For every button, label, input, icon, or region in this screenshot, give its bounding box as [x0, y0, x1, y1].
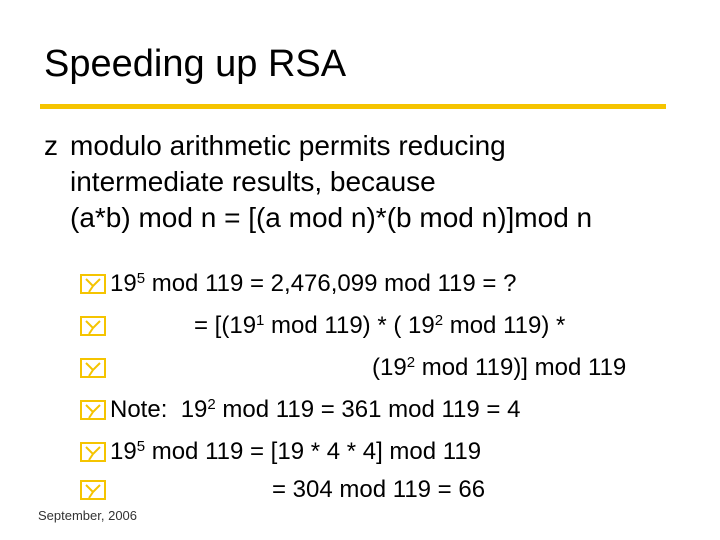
- sub-bullet-text: $19^5$ mod 119 = [19 * 4 * 4] mod 119: [110, 438, 482, 465]
- title-divider: [40, 104, 666, 109]
- sub-bullet-text: = [($19^1$ mod 119) * ( $19^2$ mod 119) *: [194, 312, 566, 339]
- sub-bullet: [80, 434, 690, 469]
- z-bullet-icon: z: [44, 130, 58, 161]
- main-bullet-line: intermediate results, because: [70, 166, 436, 197]
- sub-bullet: [80, 308, 690, 343]
- y-bullet-icon: [80, 400, 106, 420]
- footer-date: September, 2006: [38, 508, 138, 523]
- sub-bullet-text: $19^5$ mod 119 = 2,476,099 mod 119 = ?: [110, 270, 517, 297]
- sub-bullet: [80, 266, 690, 301]
- sub-bullet-text: = 304 mod 119 = 66: [272, 476, 486, 503]
- y-bullet-icon: [80, 274, 106, 294]
- sub-bullet-text: ($19^2$ mod 119)] mod 119: [372, 354, 627, 381]
- sub-bullet: [80, 350, 690, 385]
- y-bullet-icon: [80, 442, 106, 462]
- y-bullet-icon: [80, 480, 106, 500]
- main-bullet-line: modulo arithmetic permits reducing: [70, 130, 506, 161]
- main-bullet-line: (a*b) mod n = [(a mod n)*(b mod n)]mod n: [70, 202, 593, 233]
- slide-title: Speeding up RSA: [44, 43, 347, 85]
- main-bullet: [44, 128, 704, 236]
- sub-bullet: [80, 392, 690, 427]
- sub-bullet-text: Note: $19^2$ mod 119 = 361 mod 119 = 4: [110, 396, 521, 423]
- y-bullet-icon: [80, 358, 106, 378]
- y-bullet-icon: [80, 316, 106, 336]
- sub-bullet: [80, 472, 690, 507]
